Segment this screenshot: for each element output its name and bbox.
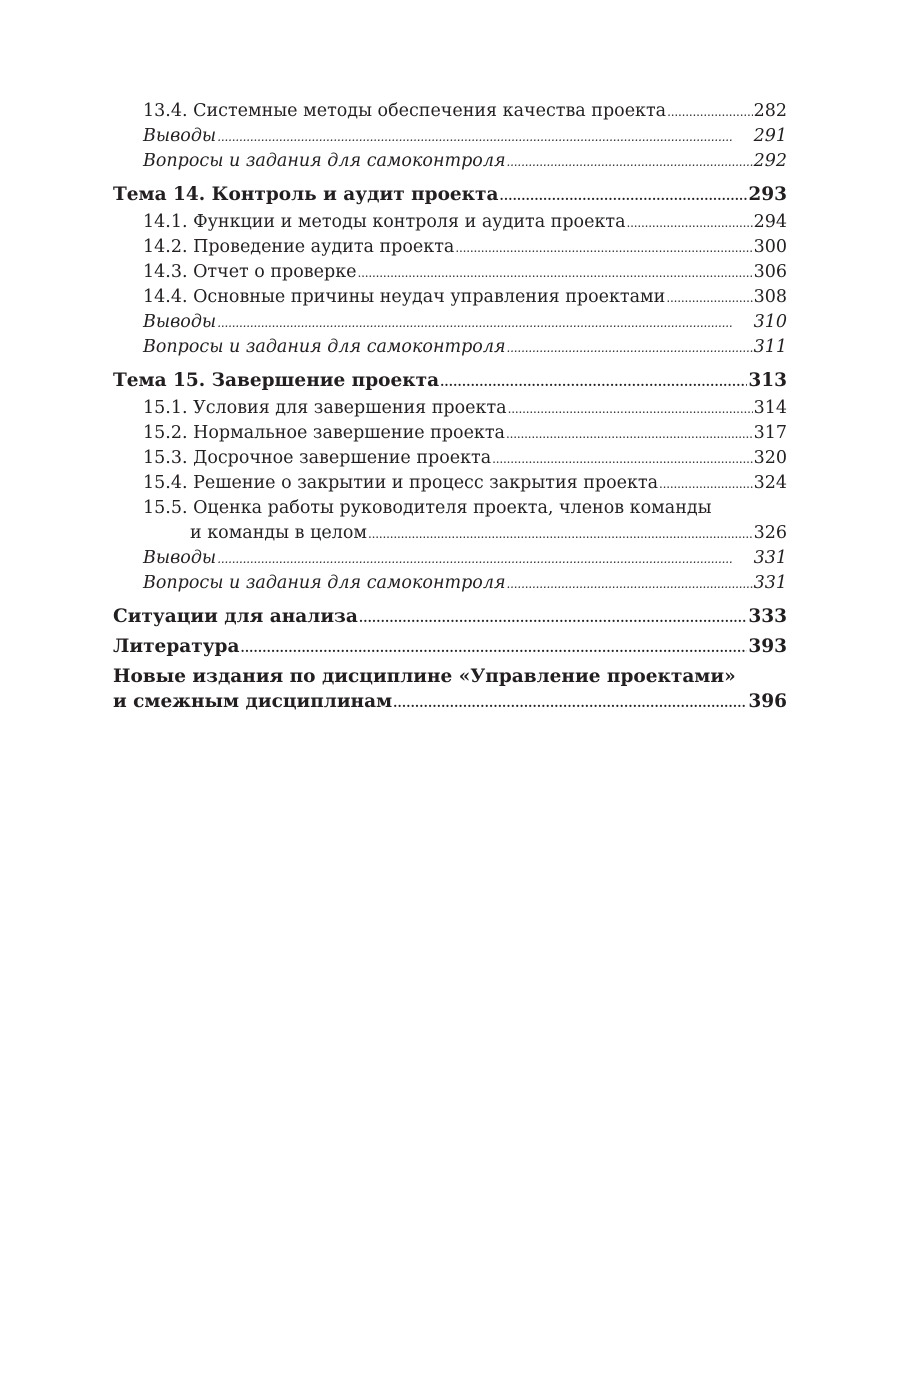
toc-page-number: 306 (753, 262, 787, 282)
toc-entry-label: 13.4. Системные методы обеспечения качества проекта (143, 101, 667, 121)
toc-entry-label: Литература (113, 636, 240, 657)
toc-entry[interactable] (113, 335, 787, 360)
dot-leader (627, 210, 753, 236)
toc-page-number: 314 (753, 398, 787, 418)
dot-leader (240, 632, 747, 663)
table-of-contents (113, 99, 787, 716)
toc-entry-label: и команды в целом (190, 523, 367, 543)
toc-entry-first-line[interactable]: Новые издания по дисциплине «Управление проектами» (113, 666, 736, 687)
toc-entry[interactable] (113, 260, 787, 285)
toc-entry-label: Вопросы и задания для самоконтроля (143, 573, 506, 593)
toc-page-number: 320 (753, 448, 787, 468)
toc-entry-label: Выводы (143, 548, 217, 568)
toc-entry-label: Выводы (143, 126, 217, 146)
toc-page-number: 310 (753, 312, 787, 332)
toc-entry-label: 15.2. Нормальное завершение проекта (143, 423, 505, 443)
toc-entry[interactable] (113, 235, 787, 260)
toc-entry-label: 15.3. Досрочное завершение проекта (143, 448, 492, 468)
dot-leader (659, 471, 753, 497)
toc-entry-label: 15.4. Решение о закрытии и процесс закрытия проекта (143, 473, 659, 493)
dot-leader (507, 335, 753, 361)
toc-entry-label: 15.1. Условия для завершения проекта (143, 398, 507, 418)
toc-topic-entry[interactable] (113, 180, 787, 210)
toc-page-number: 313 (748, 370, 787, 391)
dot-leader (393, 689, 747, 716)
toc-entry[interactable] (113, 310, 787, 335)
toc-entry-first-line[interactable]: 15.5. Оценка работы руководителя проекта, членов команды (143, 498, 712, 518)
toc-page-number: 292 (753, 151, 787, 171)
toc-entry[interactable] (113, 446, 787, 471)
toc-page-number: 300 (753, 237, 787, 257)
toc-entry[interactable] (113, 99, 787, 124)
dot-leader (508, 396, 753, 422)
toc-entry[interactable] (113, 210, 787, 235)
toc-entry-label: Тема 15. Завершение проекта (113, 370, 440, 391)
dot-leader (217, 546, 752, 572)
toc-entry[interactable] (113, 571, 787, 596)
toc-page-number: 291 (753, 126, 787, 146)
dot-leader (455, 235, 752, 261)
toc-page-number: 326 (753, 523, 787, 543)
toc-entry[interactable] (113, 124, 787, 149)
dot-leader (492, 446, 752, 472)
toc-page-number: 324 (753, 473, 787, 493)
toc-entry[interactable] (113, 149, 787, 174)
dot-leader (368, 521, 753, 547)
toc-page-number: 294 (753, 212, 787, 232)
dot-leader (440, 366, 747, 397)
toc-entry-label: 14.4. Основные причины неудач управления проектами (143, 287, 666, 307)
dot-leader (666, 285, 752, 311)
dot-leader (507, 571, 753, 597)
toc-page-number: 311 (753, 337, 787, 357)
toc-entry[interactable] (113, 546, 787, 571)
toc-page-number: 331 (753, 548, 787, 568)
toc-entry-label: и смежным дисциплинам (113, 691, 393, 712)
toc-page-number: 317 (753, 423, 787, 443)
toc-page-number: 308 (753, 287, 787, 307)
dot-leader (667, 99, 752, 125)
toc-page-number: 293 (748, 184, 787, 205)
toc-entry-label: Ситуации для анализа (113, 606, 358, 627)
toc-entry-label: 14.2. Проведение аудита проекта (143, 237, 455, 257)
dot-leader (217, 124, 752, 150)
toc-topic-entry[interactable] (113, 366, 787, 396)
toc-entry-label: Выводы (143, 312, 217, 332)
toc-entry[interactable] (113, 285, 787, 310)
toc-topic-entry[interactable] (113, 632, 787, 662)
dot-leader (358, 260, 753, 286)
dot-leader (507, 149, 753, 175)
toc-entry-label: Тема 14. Контроль и аудит проекта (113, 184, 499, 205)
dot-leader (359, 602, 748, 633)
toc-entry[interactable] (113, 471, 787, 496)
toc-entry-label: Вопросы и задания для самоконтроля (143, 337, 506, 357)
toc-page-number: 282 (753, 101, 787, 121)
dot-leader (500, 180, 748, 211)
toc-entry[interactable] (113, 396, 787, 421)
toc-entry-label: 14.3. Отчет о проверке (143, 262, 357, 282)
toc-page-number: 396 (748, 691, 787, 712)
toc-page-number: 331 (753, 573, 787, 593)
toc-entry[interactable] (113, 421, 787, 446)
toc-page-number: 393 (748, 636, 787, 657)
toc-entry[interactable] (113, 689, 787, 716)
toc-entry[interactable] (113, 521, 787, 546)
toc-entry-label: Вопросы и задания для самоконтроля (143, 151, 506, 171)
toc-page-number: 333 (748, 606, 787, 627)
toc-topic-entry[interactable] (113, 602, 787, 632)
dot-leader (217, 310, 752, 336)
toc-entry-label: 14.1. Функции и методы контроля и аудита проекта (143, 212, 626, 232)
dot-leader (506, 421, 753, 447)
